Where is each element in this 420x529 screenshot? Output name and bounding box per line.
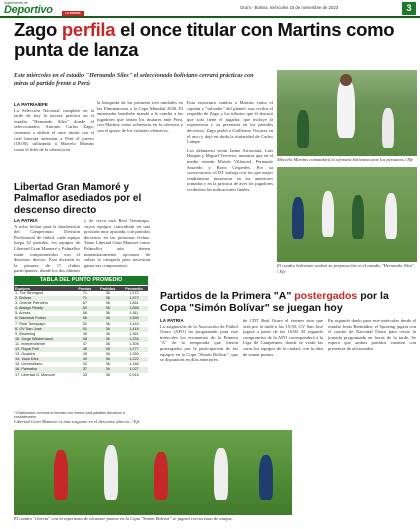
story3-headline-accent: postergados	[294, 290, 358, 302]
story2-column-2	[84, 218, 150, 274]
table-cell: 9. Blooming	[15, 331, 36, 336]
story1-col3b-text: Los delanteros serán Jaime Arrascaita, Luis Haquin y Miguel Terceros, mientras que en el medio estarán Moisés Villarroel, Fernando Saucedo y Boris Céspedes. Por su convocatoria, el DT trabaja con los que mejor rendimiento mostraron en las anteriores jornadas y en la práctica de ayer los jugadores recibieron las indicaciones finales.	[187, 147, 273, 192]
story1-col2-text: la búsqueda de las primeras tres unidades en las Eliminatorias a la Copa Mundial 2026. El entrenador brasileño mandó a la cancha a los jugadores que serían los titulares ante Perú, con Martins como referencia en la ofensiva y con el apoyo de los volantes ofensivos.	[97, 100, 183, 133]
table-cell: 16. Palmaflor	[14, 367, 74, 372]
dateline: Oruro - Bolivia, miércoles 15 de noviembre de 2023	[240, 5, 339, 10]
story1-overflow	[160, 276, 272, 290]
masthead	[0, 0, 420, 18]
table-cell: 56	[74, 316, 95, 321]
logo-tag: LA PATRIA	[62, 11, 84, 16]
table-cell: 1,166	[129, 362, 139, 367]
table-cell: 17. Libertad G. Mamoré	[15, 372, 56, 377]
table-cell: 36	[105, 352, 110, 357]
story1-headline	[14, 20, 414, 60]
table-cell: 1,333	[120, 337, 148, 342]
story3-headline	[160, 290, 416, 314]
photo-match	[14, 430, 292, 515]
table-cell: 12. Royal Pari	[14, 347, 74, 352]
story2-kicker: LA PATRIA	[14, 218, 38, 223]
table-cell: 0,916	[129, 372, 139, 377]
story3-column-2	[243, 318, 323, 370]
table-cell: 36	[95, 357, 120, 362]
table-cell: 36	[105, 341, 110, 346]
story1-subhead: Este miércoles en el estadio "Hernando Siles" el seleccionado boliviano cerrará prácticas con miras al partido frente a Perú	[14, 72, 254, 87]
table-cell: 36	[105, 372, 110, 377]
story3-col3-text: En segundo duelo para este miércoles desde el estadio Jesús Bermúdez, el Sporting jugará con el cuadro de Nacional Oruro para cerrar la jornada programada en horas de la tarde. Se espera que ambos partidos cuenten con presencia de aficionados.	[328, 318, 416, 351]
page-number: 3	[402, 2, 416, 15]
table-cell: 1. The Strongest	[15, 291, 44, 295]
table-header: Equipos	[14, 286, 74, 291]
table-cell: 36	[105, 362, 110, 367]
table-cell: 60	[74, 306, 95, 311]
table-header: Puntos	[74, 286, 95, 291]
table-cell: 3. Oriente Petrolero	[15, 301, 49, 306]
table-cell: 45	[82, 352, 87, 357]
logo-small-text: Suplemento de	[4, 1, 28, 5]
table-cell: 36	[105, 311, 110, 316]
table-cell: 44	[74, 357, 95, 362]
caption-photo-mid: El cuadro boliviano realizó su preparación en el estadio "Hernando Siles". / Efe	[277, 263, 416, 274]
table-cell: 10. Jorge Wilstermann	[14, 337, 74, 342]
story1-headline-accent: perfila	[61, 19, 116, 40]
story1-col1-text: La Selección Nacional completó en la tarde de hoy la tercera práctica en el estadio "Hernando Siles" donde el seleccionador, Antonio Carlos Zago, comenzó a definir el once titular con el cual buscará enfrentar a Perú el jueves (18:00), utilizando a Marcelo Martins como el líder de la ofensiva en	[14, 107, 94, 152]
table-cell: 49	[82, 331, 87, 336]
table-cell: 2. Bolívar	[14, 296, 74, 301]
table-cell: 14. Vaca Díez	[14, 357, 74, 362]
table-cell: 36	[95, 337, 120, 342]
story1-column-2	[97, 70, 183, 180]
table-cell: 6. Nacional Potosí	[14, 316, 74, 321]
story2-col2-text: y de cerca está Real Tomayapo, cuyos equipos coincidirán en una posición muy ajustada, con partidos decisivos en las próximas fechas. Tanto Libertad Gran Mamoré como Palmaflor aún tienen matemáticamente opciones de salvar la categoría pero necesitan ganar sus compromisos.	[84, 218, 150, 268]
table-cell: 36	[105, 331, 110, 336]
story1-col3-text: Esta estructura cambia a Martins como el capitán y "salvador" del plantel, tras recibir el respaldo de Zago y los tributos que él destacó que solo tiene el jugador, que incluye la experiencia y su presencia en los partidos decisivos. Zago probó a Guillermo Viscarra en el arco y dejó en duda la titularidad de Carlos Lampe.	[187, 100, 273, 145]
table-cell: 52	[82, 321, 87, 326]
photo-training	[277, 167, 417, 262]
story3-column-3	[328, 318, 416, 518]
story2-col1-text: A ocho fechas para la finalización del Campeonato División Profesional de fútbol, cada equipo juega 32 partidos, los equipos de Libertad Gran Mamoré y Palmaflor están comprometidos con el descenso directo. Esta división es la primera de 17 clubes participantes, donde los dos últimos	[14, 223, 80, 274]
table-cell: 7. Real Tomayapo	[15, 321, 46, 326]
table-header: Promedio	[120, 286, 148, 291]
story1-column-1	[14, 102, 94, 180]
table-cell: 47	[82, 341, 87, 346]
publication-logo	[4, 1, 90, 16]
table-cell: 11. Independiente	[15, 341, 46, 346]
table-cell: 42	[82, 362, 87, 367]
standings-table	[14, 286, 148, 378]
logo-name: Deportivo	[4, 4, 53, 16]
table-cell: 1,361	[129, 331, 139, 336]
table-cell: 46	[74, 347, 95, 352]
table-row	[14, 373, 148, 378]
story1-headline-pre: Zago	[14, 19, 62, 40]
table-cell: 8. GV San José	[14, 327, 74, 332]
table-cell: 5. Aurora	[15, 311, 31, 316]
table-title: TABLA DEL PUNTO PROMEDIO	[14, 276, 148, 285]
table-cell: 58	[82, 311, 87, 316]
table-cell: 1,555	[120, 316, 148, 321]
story2-column-1	[14, 218, 80, 274]
table-cell: 15. Universitario	[15, 362, 43, 367]
table-cell: 36	[105, 301, 110, 306]
table-cell: 1,444	[129, 321, 139, 326]
table-cell: 1,222	[120, 357, 148, 362]
table-cell: 36	[95, 296, 120, 301]
table-cell: 36	[95, 327, 120, 332]
table-cell: 13. Guabirá	[15, 352, 35, 357]
story3-col1-text: La asignación de la Asociación de Fútbol Oruro (AFO) ha programado para este miércoles los encuentros de la Primera "A" de la temporada que fueron postergados por la participación de los equipos en la Copa "Simón Bolívar", que se disputaron en días anteriores.	[160, 323, 238, 363]
table-cell: 36	[95, 316, 120, 321]
table-cell: 36	[105, 291, 110, 295]
table-header: Partidos	[95, 286, 120, 291]
table-cell: 48	[74, 337, 95, 342]
caption-photo-top: Marcelo Martins comandará la ofensiva boliviana ante los peruanos./ Efe	[277, 157, 414, 162]
story1-headline-post: el once titular con Martins como punta de lanza	[14, 19, 395, 60]
story3-kicker: LA PATRIA	[160, 318, 184, 323]
table-cell: 51	[74, 327, 95, 332]
table-cell: 67	[82, 301, 87, 306]
table-cell: 36	[95, 347, 120, 352]
table-cell: 71	[74, 296, 95, 301]
story3-headline-post: por la Copa "Simón Bolívar" se juegan hoy	[160, 290, 389, 314]
table-cell: 4. Always Ready	[14, 306, 74, 311]
story3-col2-text: de CDT Real Oruro el viernes sino que será por la tarde a las 15:30, GV San José jugará a partir de las 16:00. El segundo compromiso de la AFO corresponderá a la Liga de Campeones, donde se verán las caras los equipos de la ciudad, con la idea de sumar puntos.	[243, 318, 323, 357]
story1-kicker: LA PATRIA/EFE	[14, 102, 48, 107]
table-cell: 36	[95, 367, 120, 372]
caption-table: Libertad Gran Mamoré es más exigente en el descenso directo. / Efe	[14, 419, 140, 424]
table-cell: 1,277	[120, 347, 148, 352]
table-cell: 1,027	[120, 367, 148, 372]
table-cell: 1,250	[129, 352, 139, 357]
table-cell: 1,416	[120, 327, 148, 332]
story2-headline: Libertad Gran Mamoré y Palmaflor asediados por el descenso directo	[14, 182, 142, 216]
story3-column-1	[160, 318, 238, 370]
story3-headline-pre: Partidos de la Primera "A"	[160, 290, 295, 302]
photo-martins	[277, 70, 417, 156]
table-cell: 36	[95, 306, 120, 311]
table-cell: 36	[105, 321, 110, 326]
table-cell: 71	[82, 291, 87, 295]
table-cell: 37	[74, 367, 95, 372]
table-cell: 33	[82, 372, 87, 377]
story1-column-3	[187, 70, 273, 270]
table-note: * Elaboración correcta el formato con menos seis partidos decisivos a consideración	[14, 411, 125, 419]
table-cell: 1,861	[129, 301, 139, 306]
table-cell: 1,666	[120, 306, 148, 311]
table-cell: 1,972	[129, 291, 139, 295]
caption-photo-bottom: El cuadro "chiveta" con la esperanza de alcanzar puntos en la Copa "Simón Bolívar" se jugará con su zona de ataque.	[14, 516, 233, 521]
table-cell: 1,305	[129, 341, 139, 346]
table-cell: 1,972	[120, 296, 148, 301]
table-cell: 1,611	[129, 311, 139, 316]
